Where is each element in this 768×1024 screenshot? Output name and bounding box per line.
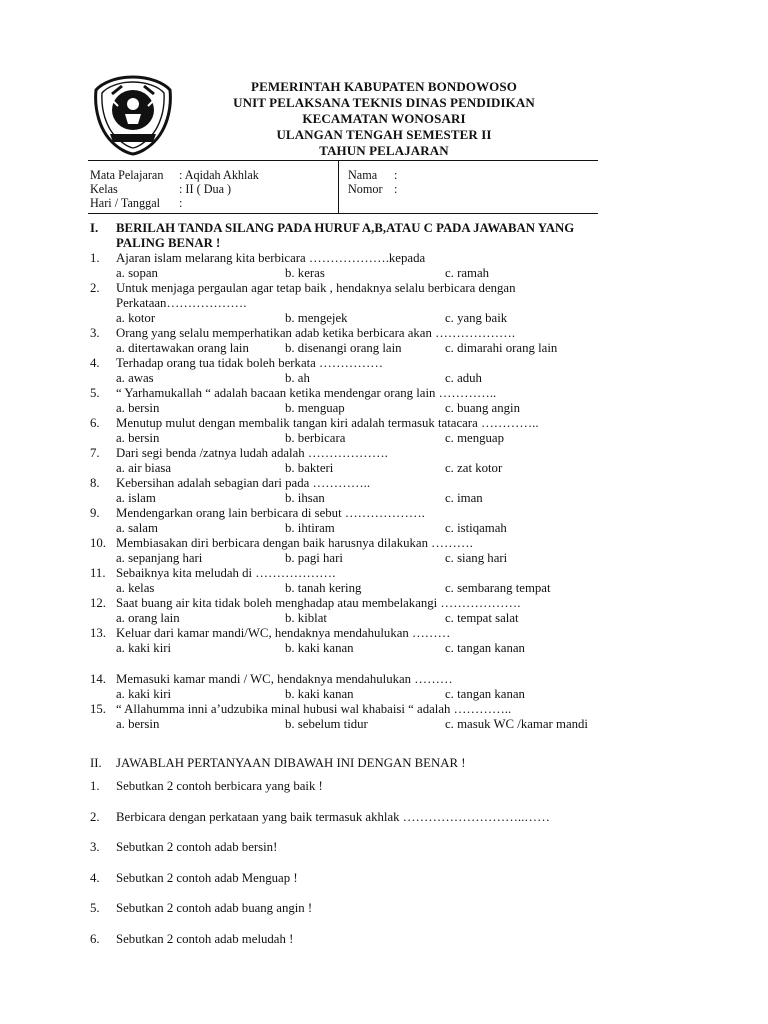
question-text: Ajaran islam melarang kita berbicara ……………….kepada <box>116 251 426 265</box>
option-a: a. sopan <box>116 266 158 280</box>
essay-question-number: 6. <box>90 932 100 946</box>
option-b: b. disenangi orang lain <box>285 341 402 355</box>
option-a: a. bersin <box>116 717 160 731</box>
essay-question-number: 1. <box>90 779 100 793</box>
class-label: Kelas <box>90 182 118 196</box>
option-a: a. islam <box>116 491 156 505</box>
header-bottom-rule <box>88 213 598 214</box>
question-number: 3. <box>90 326 100 340</box>
section-1-title-line-2 <box>116 236 220 251</box>
header-line-4: ULANGAN TENGAH SEMESTER II <box>276 127 492 142</box>
name-row <box>348 168 588 182</box>
question-number: 2. <box>90 281 100 295</box>
option-c: c. yang baik <box>445 311 508 325</box>
name-label: Nama <box>348 168 378 182</box>
option-c: c. ramah <box>445 266 490 280</box>
question-number: 7. <box>90 446 100 460</box>
question-text: Membiasakan diri berbicara dengan baik harusnya dilakukan ………. <box>116 536 473 550</box>
option-b: b. kaki kanan <box>285 687 354 701</box>
option-b: b. menguap <box>285 401 345 415</box>
question-number: 4. <box>90 356 100 370</box>
subject-row <box>90 168 330 182</box>
option-b: b. ihsan <box>285 491 325 505</box>
option-c: c. iman <box>445 491 483 505</box>
header-line-2: UNIT PELAKSANA TEKNIS DINAS PENDIDIKAN <box>233 95 535 110</box>
option-b: b. ihtiram <box>285 521 335 535</box>
header-line-3: KECAMATAN WONOSARI <box>302 111 466 126</box>
question-text: “ Allahumma inni a’udzubika minal hubusi wal khabaisi “ adalah ………….. <box>116 702 512 716</box>
option-a: a. bersin <box>116 431 160 445</box>
question-text: Mendengarkan orang lain berbicara di sebut ………………. <box>116 506 425 520</box>
header-line-1: PEMERINTAH KABUPATEN BONDOWOSO <box>251 79 517 94</box>
option-a: a. kelas <box>116 581 155 595</box>
option-c: c. tangan kanan <box>445 641 525 655</box>
option-a: a. sepanjang hari <box>116 551 203 565</box>
option-a: a. kotor <box>116 311 156 325</box>
question-number: 6. <box>90 416 100 430</box>
question-text: Orang yang selalu memperhatikan adab ketika berbicara akan ………………. <box>116 326 516 340</box>
essay-question-text: Sebutkan 2 contoh berbicara yang baik ! <box>116 779 323 793</box>
date-value: : <box>179 196 183 210</box>
section-1-title-cont: PALING BENAR ! <box>116 236 221 250</box>
question-number: 15. <box>90 702 106 716</box>
number-label: Nomor <box>348 182 383 196</box>
section-1-number: I. <box>90 221 99 235</box>
bondowoso-emblem-logo <box>92 74 174 156</box>
option-a: a. bersin <box>116 401 160 415</box>
option-b: b. mengejek <box>285 311 348 325</box>
section-2-title: JAWABLAH PERTANYAAN DIBAWAH INI DENGAN BENAR ! <box>116 756 466 770</box>
question-number: 10. <box>90 536 106 550</box>
question-text: “ Yarhamukallah “ adalah bacaan ketika mendengar orang lain ………….. <box>116 386 497 400</box>
option-b: b. pagi hari <box>285 551 343 565</box>
option-a: a. air biasa <box>116 461 172 475</box>
question-text: Sebaiknya kita meludah di ………………. <box>116 566 336 580</box>
option-a: a. salam <box>116 521 158 535</box>
date-row <box>90 196 330 210</box>
option-b: b. keras <box>285 266 325 280</box>
question-number: 14. <box>90 672 106 686</box>
option-b: b. kaki kanan <box>285 641 354 655</box>
option-a: a. kaki kiri <box>116 641 172 655</box>
question-number: 1. <box>90 251 100 265</box>
option-b: b. berbicara <box>285 431 346 445</box>
number-row <box>348 182 588 196</box>
option-c: c. aduh <box>445 371 482 385</box>
question-text: Dari segi benda /zatnya ludah adalah ………………. <box>116 446 388 460</box>
info-right <box>348 168 588 196</box>
section-2-number: II. <box>90 756 102 770</box>
subject-value: : Aqidah Akhlak <box>179 168 259 182</box>
option-c: c. dimarahi orang lain <box>445 341 558 355</box>
question-text: Untuk menjaga pergaulan agar tetap baik , hendaknya selalu berbicara dengan <box>116 281 516 295</box>
question-number: 12. <box>90 596 106 610</box>
option-b: b. tanah kering <box>285 581 362 595</box>
essay-question-text: Sebutkan 2 contoh adab meludah ! <box>116 932 294 946</box>
question-text: Menutup mulut dengan membalik tangan kiri adalah termasuk tatacara ………….. <box>116 416 539 430</box>
option-a: a. awas <box>116 371 154 385</box>
option-c: c. sembarang tempat <box>445 581 551 595</box>
essay-question-number: 3. <box>90 840 100 854</box>
date-label: Hari / Tanggal <box>90 196 160 210</box>
option-b: b. bakteri <box>285 461 334 475</box>
question-text-continued: Perkataan………………. <box>116 296 247 310</box>
essay-question-text: Sebutkan 2 contoh adab Menguap ! <box>116 871 298 885</box>
question-number: 13. <box>90 626 106 640</box>
option-a: a. ditertawakan orang lain <box>116 341 249 355</box>
option-c: c. zat kotor <box>445 461 503 475</box>
essay-question-text: Sebutkan 2 contoh adab bersin! <box>116 840 278 854</box>
section-1-title: BERILAH TANDA SILANG PADA HURUF A,B,ATAU C PADA JAWABAN YANG <box>116 221 575 235</box>
header-line-5: TAHUN PELAJARAN <box>319 143 449 158</box>
option-c: c. buang angin <box>445 401 520 415</box>
info-divider <box>338 161 339 214</box>
question-number: 11. <box>90 566 106 580</box>
question-number: 9. <box>90 506 100 520</box>
class-value: : II ( Dua ) <box>179 182 232 196</box>
essay-question-number: 4. <box>90 871 100 885</box>
number-value: : <box>394 182 398 196</box>
name-value: : <box>394 168 398 182</box>
question-text: Keluar dari kamar mandi/WC, hendaknya mendahulukan ……… <box>116 626 451 640</box>
question-number: 8. <box>90 476 100 490</box>
info-left <box>90 168 330 210</box>
header-top-rule <box>88 160 598 161</box>
document-header <box>180 79 588 159</box>
question-text: Kebersihan adalah sebagian dari pada ………….. <box>116 476 371 490</box>
essay-question-text: Sebutkan 2 contoh adab buang angin ! <box>116 901 313 915</box>
option-a: a. kaki kiri <box>116 687 172 701</box>
subject-label: Mata Pelajaran <box>90 168 164 182</box>
option-c: c. siang hari <box>445 551 508 565</box>
option-c: c. tangan kanan <box>445 687 525 701</box>
option-c: c. tempat salat <box>445 611 519 625</box>
option-a: a. orang lain <box>116 611 180 625</box>
option-c: c. masuk WC /kamar mandi <box>445 717 588 731</box>
question-text: Terhadap orang tua tidak boleh berkata …………… <box>116 356 384 370</box>
class-row <box>90 182 330 196</box>
option-b: b. ah <box>285 371 310 385</box>
option-b: b. kiblat <box>285 611 327 625</box>
essay-question-text: Berbicara dengan perkataan yang baik termasuk akhlak ………………………..…… <box>116 810 550 824</box>
option-c: c. menguap <box>445 431 504 445</box>
essay-question-number: 2. <box>90 810 100 824</box>
option-b: b. sebelum tidur <box>285 717 368 731</box>
question-number: 5. <box>90 386 100 400</box>
question-text: Saat buang air kita tidak boleh menghadap atau membelakangi ………………. <box>116 596 521 610</box>
option-c: c. istiqamah <box>445 521 507 535</box>
question-text: Memasuki kamar mandi / WC, hendaknya mendahulukan ……… <box>116 672 453 686</box>
essay-question-number: 5. <box>90 901 100 915</box>
